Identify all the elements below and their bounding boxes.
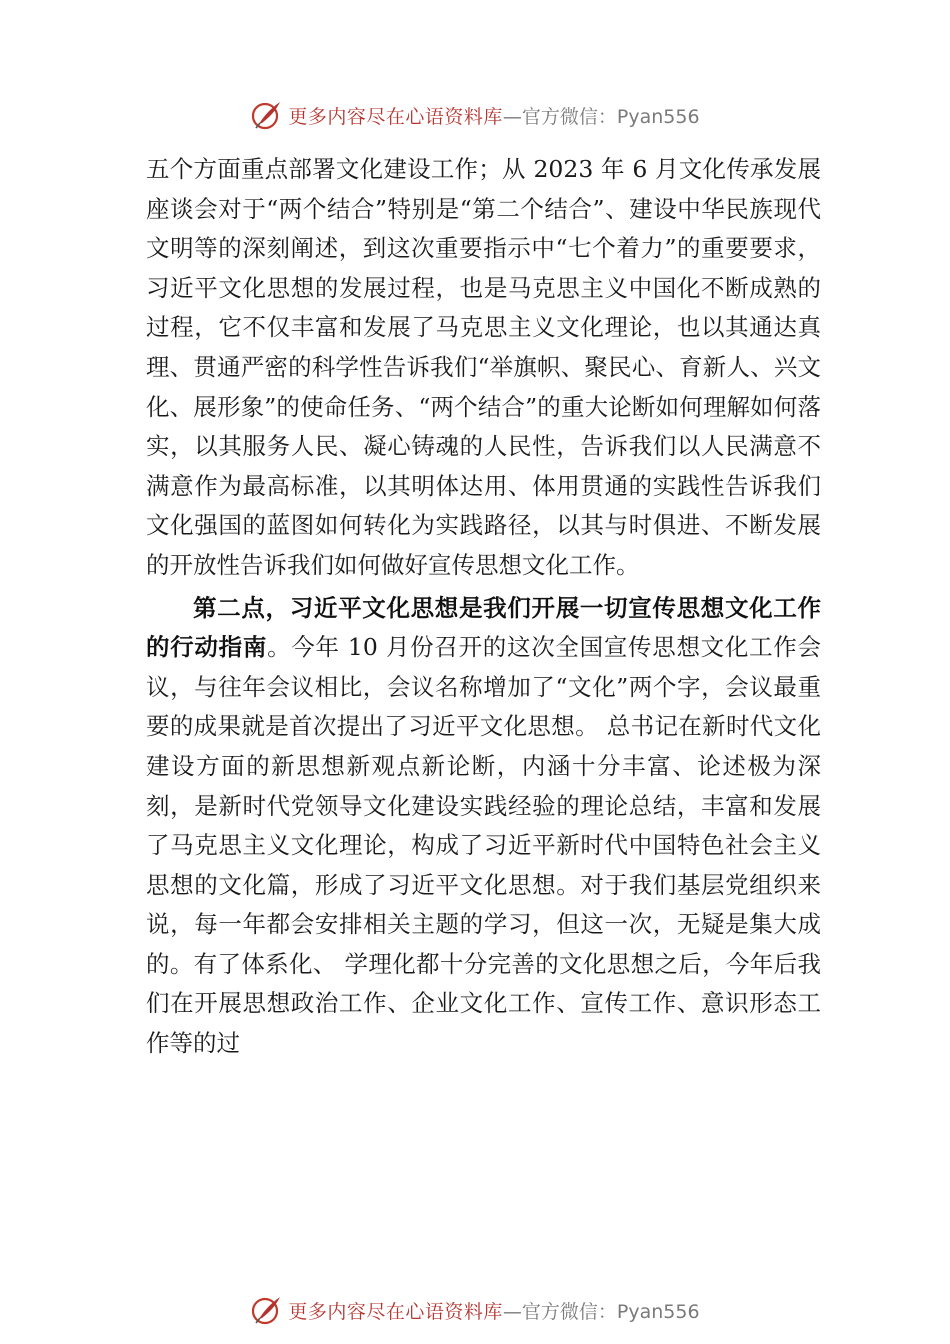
watermark-wechat: —官方微信：Pyan556	[502, 1300, 700, 1323]
footer-watermark	[0, 1290, 950, 1330]
watermark-title: 更多内容尽在心语资料库	[288, 105, 503, 128]
paragraph-2-lead: 第二点，习近平文化思想是我们开展一切宣传思想文化工作的行动指南	[146, 593, 821, 662]
paragraph-2	[146, 589, 821, 1064]
quill-pen-icon	[250, 1293, 284, 1327]
quill-pen-icon	[250, 98, 284, 132]
document-body	[146, 150, 821, 1064]
header-watermark	[0, 95, 950, 135]
watermark-wechat: —官方微信：Pyan556	[502, 105, 700, 128]
paragraph-1: 五个方面重点部署文化建设工作；从 2023 年 6 月文化传承发展座谈会对于“两个结合”特别是“第二个结合”、建设中华民族现代文明等的深刻阐述，到这次重要指示中“七个着力”的重要要求，习近平文化思想的发展过程，也是马克思主义中国化不断成熟的过程，它不仅丰富和发展了马克思主义文化理论，也以其通达真理、贯通严密的科学性告诉我们“举旗帜、聚民心、育新人、兴文化、展形象”的使命任务、“两个结合”的重大论断如何理解如何落实，以其服务人民、凝心铸魂的人民性，告诉我们以人民满意不满意作为最高标准，以其明体达用、体用贯通的实践性告诉我们文化强国的蓝图如何转化为实践路径，以其与时俱进、不断发展的开放性告诉我们如何做好宣传思想文化工作。	[146, 155, 821, 579]
watermark-title: 更多内容尽在心语资料库	[288, 1300, 503, 1323]
paragraph-2-text: 。今年 10 月份召开的这次全国宣传思想文化工作会议，与往年会议相比，会议名称增加了“文化”两个字，会议最重要的成果就是首次提出了习近平文化思想。 总书记在新时代文化建设方面的新思想新观点新论断，内涵十分丰富、论述极为深刻，是新时代党领导文化建设实践经验的理论总结，丰富和发展了马克思主义文化理论，构成了习近平新时代中国特色社会主义思想的文化篇，形成了习近平文化思想。对于我们基层党组织来说，每一年都会安排相关主题的学习，但这一次，无疑是集大成的。有了体系化、 学理化都十分完善的文化思想之后，今年后我们在开展思想政治工作、企业文化工作、宣传工作、意识形态工作等的过	[146, 633, 822, 1058]
